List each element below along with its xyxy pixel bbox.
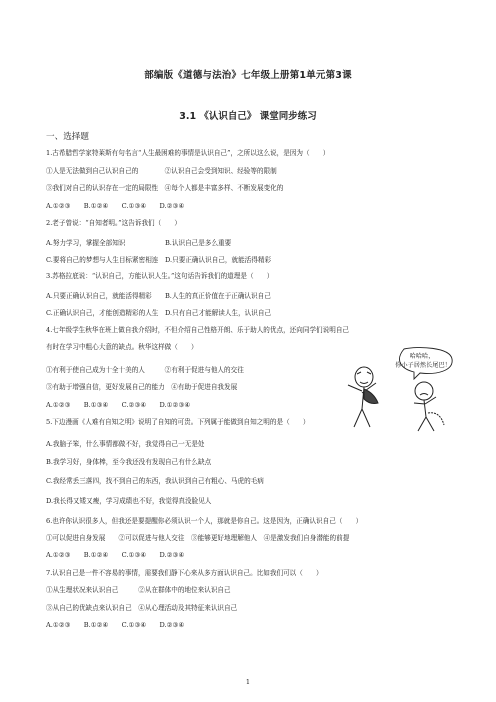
question-line: A.①②③ B.①②④ C.①③④ D.②③④ <box>46 202 185 210</box>
question-line: A.努力学习，掌握全部知识 B.认识自己是多么重要 <box>46 239 232 247</box>
question-line: 7.认识自己是一件不容易的事情，需要我们静下心来从多方面认识自己。比如我们可以（ ） <box>46 569 323 577</box>
question-line: 2.老子曾说：“自知者明。”这告诉我们（ ） <box>46 219 182 227</box>
question-line: 1.古希腊哲学家特莱斯有句名言“人生最困难的事情是认识自己”，之所以这么说，是因为（ ） <box>46 149 330 157</box>
page-number: 1 <box>245 678 251 686</box>
question-line: C.我经常丢三落四，找不到自己的东西，我认识到自己有粗心、马虎的毛病 <box>46 477 264 485</box>
question-line: ③从自己的优缺点来认识自己 ④从心理活动及其特征来认识自己 <box>46 604 238 612</box>
question-line: 3.苏格拉底说：“认识自己，方能认识人生。”这句话告诉我们的道理是（ ） <box>46 272 274 280</box>
section-heading: 一、选择题 <box>46 132 89 142</box>
question-line: 有时在学习中粗心大意的缺点。秋华这样做（ ） <box>46 343 198 351</box>
question-line: ③有助于增强自信，更好发展自己的能力 ④有助于促进自我发展 <box>46 383 238 391</box>
question-line: 6.也许你认识很多人，但我还是要提醒你必须认识一个人，那就是你自己。这是因为，正确认识自己（ ） <box>46 517 363 525</box>
question-line: C.要将自己的梦想与人生目标紧密相连 D.只要正确认识自己，就能活得精彩 <box>46 256 272 264</box>
cartoon-illustration <box>336 347 456 433</box>
lesson-subtitle: 3.1 《认识自己》 课堂同步练习 <box>179 111 317 122</box>
question-line: A.只要正确认识自己，就能活得精彩 B.人生的真正价值在于正确认识自己 <box>46 292 271 300</box>
question-line: 4.七年级学生秋华在班上做自我介绍时，不但介绍自己性格开朗、乐于助人的优点，还向同学们说明自己 <box>46 326 350 334</box>
question-line: ①可以促进自身发展 ②可以促进与他人交往 ③能够更好地理解他人 ④是激发我们自身潜能的前提 <box>46 534 350 542</box>
speech-bubble-text: 哈哈哈， 你小子居然长尾巴！ <box>395 353 451 369</box>
question-line: A.我脑子笨，什么事情都做不好，我觉得自己一无是处 <box>46 440 205 448</box>
question-line: ③我们对自己的认识存在一定的局限性 ④每个人都是丰富多样、不断发展变化的 <box>46 184 284 192</box>
question-line: C.正确认识自己，才能创造精彩的人生 D.只有自己才能解读人生，认识自己 <box>46 309 272 317</box>
question-line: ①从生理状况来认识自己 ②从在群体中的地位来认识自己 <box>46 586 231 594</box>
question-line: ①有利于使自己成为十全十美的人 ②有利于促进与他人的交往 <box>46 366 244 374</box>
question-line: D.我长得又矮又瘦，学习成绩也不好，我觉得真没脸见人 <box>46 497 212 505</box>
question-line: 5.下边漫画《人难有自知之明》说明了自知的可贵。下列属于能做到自知之明的是（ ） <box>46 418 310 426</box>
document-title: 部编版《道德与法治》七年级上册第1单元第3课 <box>144 70 352 81</box>
question-line: A.①②③ B.①②④ C.①③④ D.②③④ <box>46 551 185 559</box>
question-line: ①人是无法做到自己认识自己的 ②认识自己会受到知识、经验等的限制 <box>46 167 277 175</box>
question-line: A.①②③ B.①②④ C.①③④ D.②③④ <box>46 621 185 629</box>
question-line: A.①②③ B.①③④ C.②③④ D.①②③④ <box>46 401 191 409</box>
question-line: B.我学习好，身体棒，至今我还没有发现自己有什么缺点 <box>46 458 212 466</box>
